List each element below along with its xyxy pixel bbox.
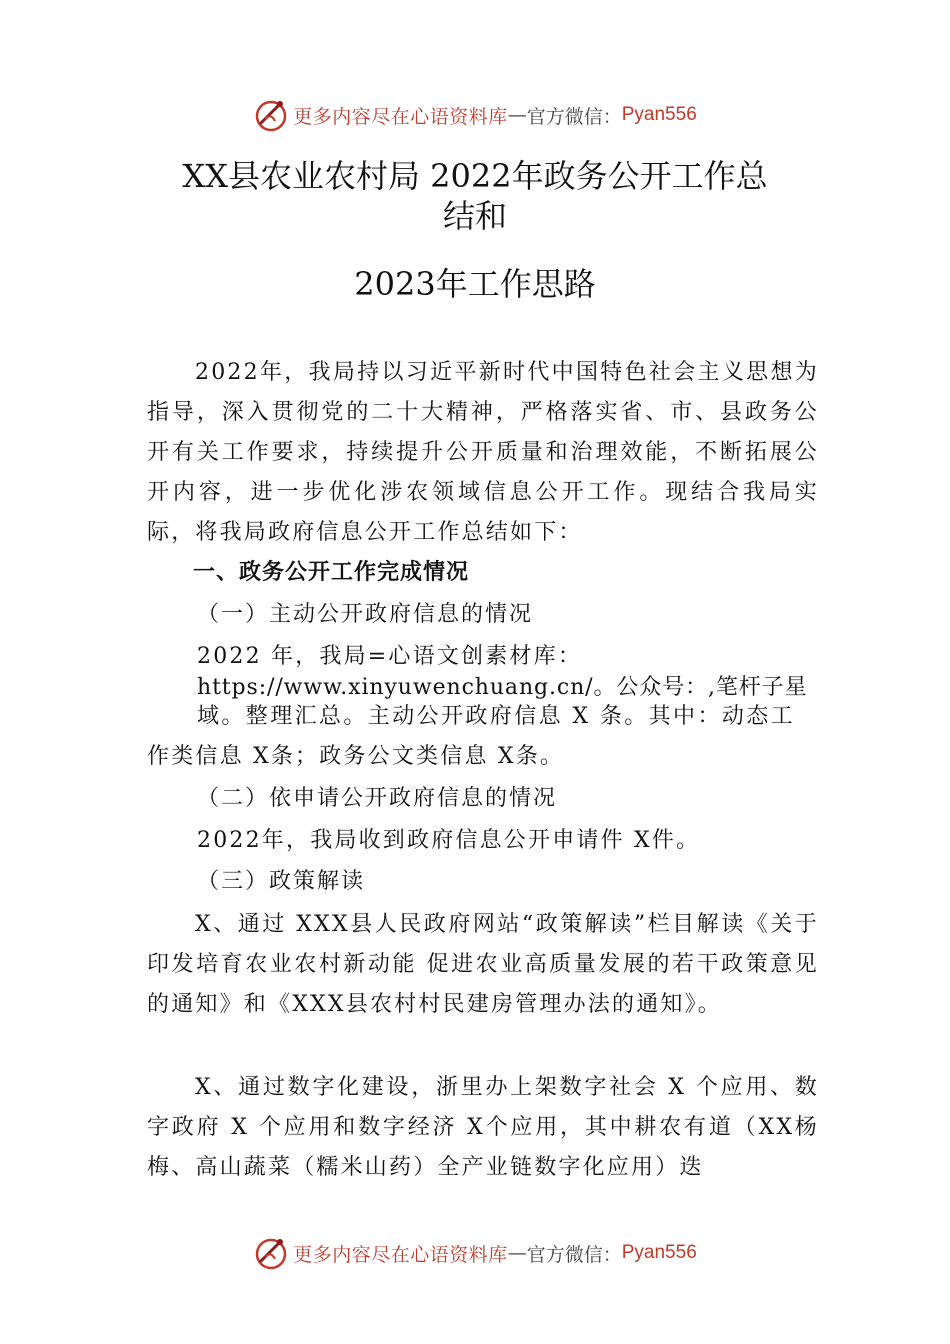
sub2-text: 2022年，我局收到政府信息公开申请件 X件。 [197,828,701,853]
watermark-wechat-id: Pyan556 [621,1242,697,1263]
document-title-line3: 2023年工作思路 [354,265,596,303]
document-title-line2: 结和 [442,197,507,235]
watermark-dash: — [507,1242,527,1264]
subsection-heading-3: （三）政策解读 [197,869,366,894]
document-title-line1: XX县农业农村局 2022年政务公开工作总 [182,157,768,195]
watermark-wechat-label: 官方微信： [526,1243,622,1266]
brush-logo-icon [253,1235,289,1271]
section-heading-1: 一、政务公开工作完成情况 [193,560,470,585]
watermark-wechat-label: 官方微信： [526,105,622,128]
watermark-dash: — [507,104,527,126]
subsection-heading-1: （一）主动公开政府信息的情况 [197,602,534,627]
watermark-text: 更多内容尽在心语资料库 [293,105,508,128]
subsection-heading-2: （二）依申请公开政府信息的情况 [197,786,558,811]
policy-paragraph-1: X、通过 XXX县人民政府网站“政策解读”栏目解读《关于印发培育农业农村新动能 促进农业高质量发展的若干政策意见的通知》和《XXX县农村村民建房管理办法的通知》。 [147,912,819,1017]
watermark-banner-top [0,95,950,135]
sub1-line-2: https://www.xinyuwenchuang.cn/。公众号：,笔杆子星 [197,675,808,700]
brush-logo-icon [253,97,289,133]
sub1-line-1: 2022 年，我局=心语文创素材库： [197,644,583,669]
watermark-banner-bottom [0,1233,950,1273]
watermark-text: 更多内容尽在心语资料库 [293,1243,508,1266]
watermark-wechat-id: Pyan556 [621,104,697,125]
sub1-line-4: 作类信息 X条；政务公文类信息 X条。 [147,744,565,769]
intro-paragraph: 2022年，我局持以习近平新时代中国特色社会主义思想为指导，深入贯彻党的二十大精神，严格落实省、市、县政务公开有关工作要求，持续提升公开质量和治理效能，不断拓展公开内容，进一步优化涉农领域信息公开工作。现结合我局实际，将我局政府信息公开工作总结如下： [147,360,819,545]
policy-paragraph-2: X、通过数字化建设，浙里办上架数字社会 X 个应用、数字政府 X 个应用和数字经济 X个应用，其中耕农有道（XX杨梅、高山蔬菜（糯米山药）全产业链数字化应用）迭 [147,1075,819,1180]
sub1-line-3: 域。整理汇总。主动公开政府信息 X 条。其中：动态工 [197,704,796,729]
